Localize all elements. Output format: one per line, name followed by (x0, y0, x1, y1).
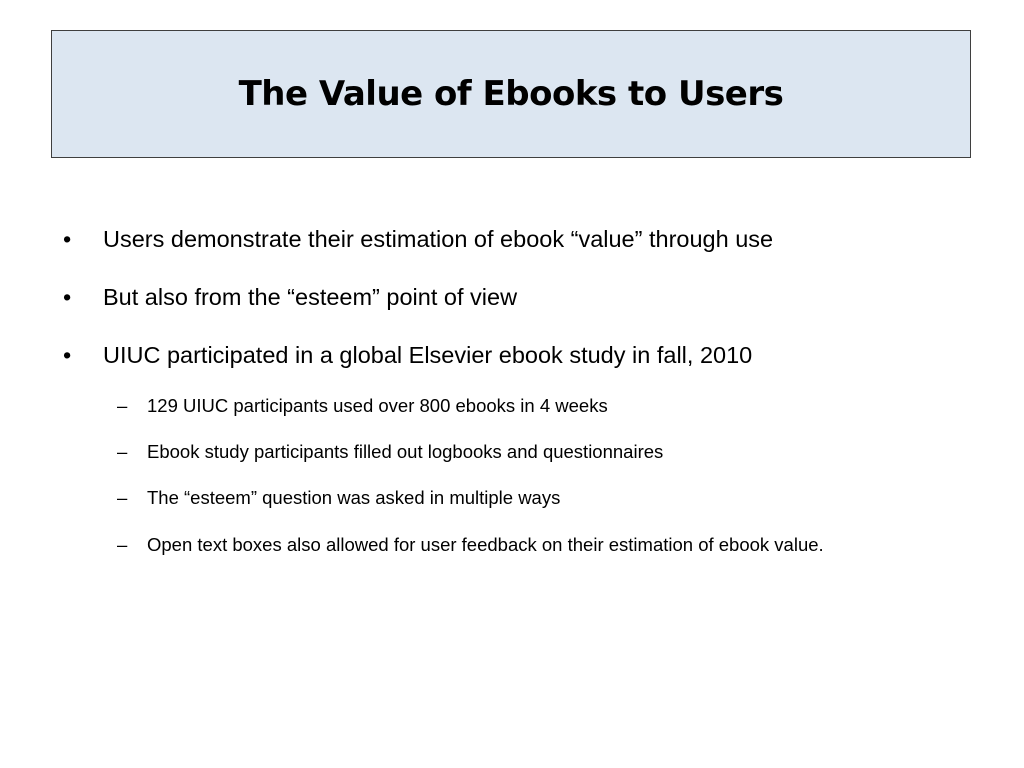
bullet-marker: • (63, 342, 72, 368)
bullet-text: But also from the “esteem” point of view (103, 284, 518, 310)
slide-title: The Value of Ebooks to Users (238, 74, 784, 114)
sub-bullet-marker: – (117, 395, 128, 416)
bullet-text: UIUC participated in a global Elsevier ebook study in fall, 2010 (103, 342, 753, 368)
sub-bullet-text: Open text boxes also allowed for user feedback on their estimation of ebook value. (147, 534, 824, 555)
sub-bullet-marker: – (117, 534, 128, 555)
bullet-marker: • (63, 226, 72, 252)
bullet-marker: • (63, 284, 72, 310)
sub-bullet-text: Ebook study participants filled out logbooks and questionnaires (147, 441, 664, 462)
sub-bullet-marker: – (117, 487, 128, 508)
bullet-text: Users demonstrate their estimation of ebook “value” through use (103, 226, 774, 252)
sub-bullet-text: The “esteem” question was asked in multiple ways (147, 487, 561, 508)
sub-bullet-text: 129 UIUC participants used over 800 ebooks in 4 weeks (147, 395, 608, 416)
sub-bullet-marker: – (117, 441, 128, 462)
